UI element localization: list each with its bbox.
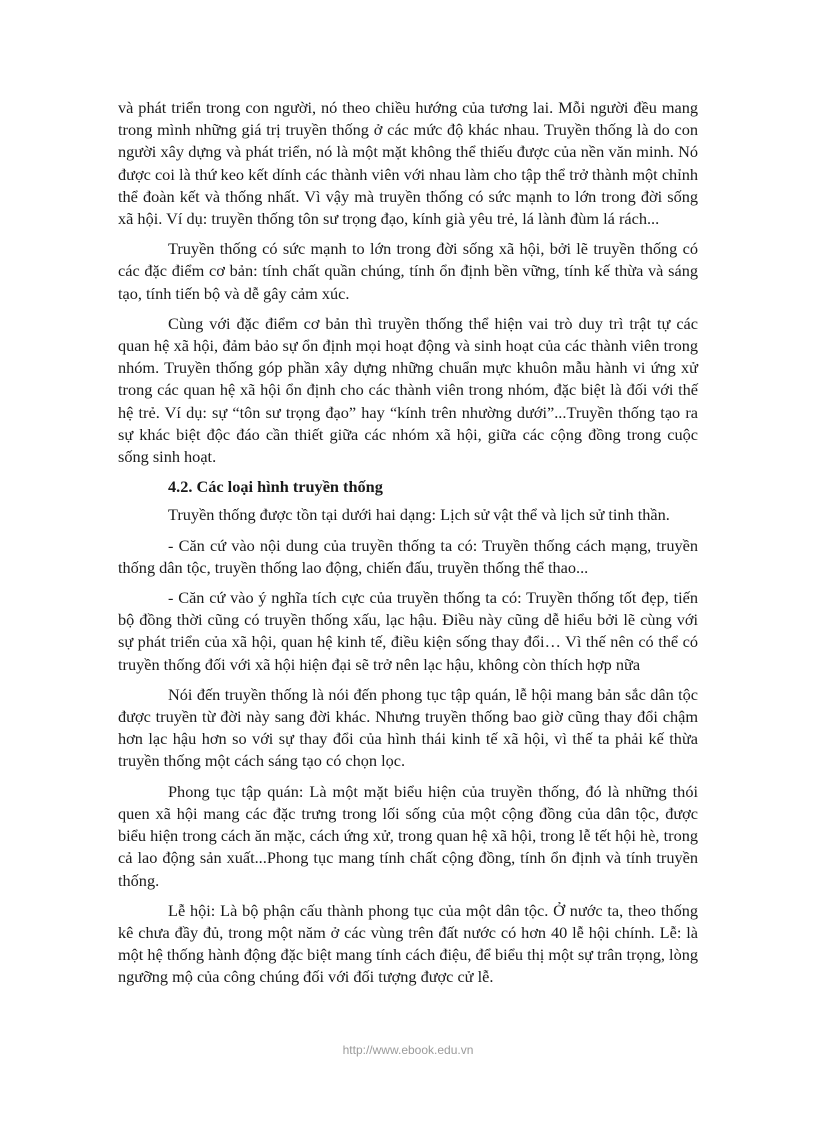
paragraph-customs-festivals: Nói đến truyền thống là nói đến phong tục tập quán, lễ hội mang bản sắc dân tộc được truyền từ đời này sang đời khác. Nhưng truyền thống bao giờ cũng thay đổi chậm hơn lạc hậu hơn so với sự thay đổi của hình thái kinh tế xã hội, vì thế ta phải kế thừa truyền thống một cách sáng tạo có chọn lọc. bbox=[118, 684, 698, 771]
paragraph-by-meaning: - Căn cứ vào ý nghĩa tích cực của truyền thống ta có: Truyền thống tốt đẹp, tiến bộ đồng thời cũng có truyền thống xấu, lạc hậu. Điều này cũng dễ hiểu bởi lẽ cùng với sự phát triển của xã hội, quan hệ kinh tế, điều kiện sống thay đổi… Vì thế nên có thể có truyền thống đối với xã hội hiện đại sẽ trở nên lạc hậu, không còn thích hợp nữa bbox=[118, 588, 698, 674]
paragraph-by-content: - Căn cứ vào nội dung của truyền thống ta có: Truyền thống cách mạng, truyền thống dân tộc, truyền thống lao động, chiến đấu, truyền thống thể thao... bbox=[118, 535, 698, 577]
paragraph-role: Cùng với đặc điểm cơ bản thì truyền thống thể hiện vai trò duy trì trật tự các quan hệ xã hội, đảm bảo sự ổn định mọi hoạt động và sinh hoạt của các thành viên trong nhóm. Truyền thống góp phần xây dựng những chuẩn mực khuôn mẫu hành vi ứng xử trong các quan hệ xã hội ổn định cho các thành viên trong nhóm, đặc biệt là đối với thế hệ trẻ. Ví dụ: sự “tôn sư trọng đạo” hay “kính trên nhường dưới”...Truyền thống tạo ra sự khác biệt độc đáo cần thiết giữa các nhóm xã hội, giữa các cộng đồng trong cuộc sống sinh hoạt. bbox=[118, 313, 698, 467]
paragraph-festivals: Lễ hội: Là bộ phận cấu thành phong tục của một dân tộc. Ở nước ta, theo thống kê chưa đầy đủ, trong một năm ở các vùng trên đất nước có hơn 40 lễ hội chính. Lễ: là một hệ thống hành động đặc biệt mang tính cách điệu, để biểu thị một sự trân trọng, lòng ngưỡng mộ của công chúng đối với đối tượng được cử lễ. bbox=[118, 900, 698, 987]
section-heading: 4.2. Các loại hình truyền thống bbox=[168, 477, 383, 497]
paragraph-customs: Phong tục tập quán: Là một mặt biểu hiện của truyền thống, đó là những thói quen xã hội mang các đặc trưng trong lối sống của một cộng đồng của dân tộc, được biểu hiện trong cách ăn mặc, cách ứng xử, trong quan hệ xã hội, trong lễ tết hội hè, trong cả lao động sản xuất...Phong tục mang tính chất cộng đồng, tính ổn định và tính truyền thống. bbox=[118, 781, 698, 890]
footer-url: http://www.ebook.edu.vn bbox=[342, 1043, 474, 1057]
paragraph-forms: Truyền thống được tồn tại dưới hai dạng: Lịch sử vật thể và lịch sử tinh thần. bbox=[168, 505, 670, 525]
page-body bbox=[118, 97, 698, 997]
paragraph-continuation: và phát triển trong con người, nó theo chiều hướng của tương lai. Mỗi người đều mang trong mình những giá trị truyền thống ở các mức độ khác nhau. Truyền thống là do con người xây dựng và phát triển, nó là một mặt không thể thiếu được của nền văn minh. Nó được coi là thứ keo kết dính các thành viên với nhau làm cho tập thể trở thành một chỉnh thể đoàn kết và thống nhất. Vì vậy mà truyền thống có sức mạnh to lớn trong đời sống xã hội. Ví dụ: truyền thống tôn sư trọng đạo, kính già yêu trẻ, lá lành đùm lá rách... bbox=[118, 98, 698, 229]
paragraph-characteristics: Truyền thống có sức mạnh to lớn trong đời sống xã hội, bởi lẽ truyền thống có các đặc điểm cơ bản: tính chất quần chúng, tính ổn định bền vững, tính kế thừa và sáng tạo, tính tiến bộ và dễ gây cảm xúc. bbox=[118, 239, 698, 303]
